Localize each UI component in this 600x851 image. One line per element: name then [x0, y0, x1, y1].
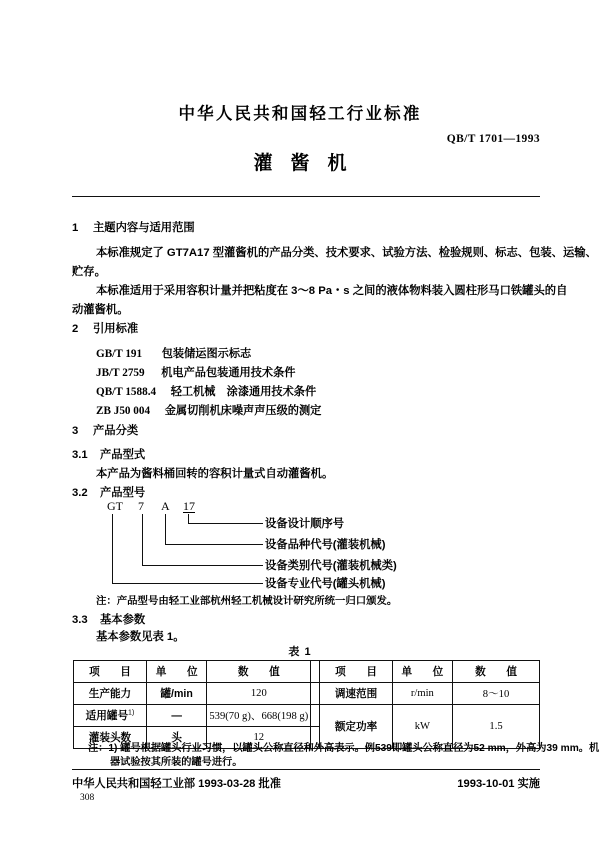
model-code-note: 注：产品型号由轻工业部杭州轻工机械设计研究所统一归口颁发。 — [96, 596, 398, 607]
cell-item: 调速范围 — [320, 683, 392, 705]
clause-3-3-heading — [72, 611, 145, 627]
cell-value: 539(70 g)、668(198 g) — [207, 705, 311, 727]
cell-footnote-marker: 1) — [128, 709, 135, 717]
cell-value: 120 — [207, 683, 311, 705]
table-header-unit-right: 单 位 — [392, 661, 452, 683]
table-center-separator — [311, 661, 320, 683]
cell-value: 12 — [207, 727, 311, 749]
clause-1-para2-line2: 动灌酱机。 — [72, 304, 129, 316]
clause-1-para1-line2: 贮存。 — [72, 266, 106, 278]
reference-code: ZB J50 004 — [96, 405, 151, 417]
leader-line-4-vertical — [112, 514, 113, 583]
clause-1-title: 主题内容与适用范围 — [93, 222, 195, 234]
leader-line-1-horizontal — [188, 523, 263, 524]
table-header-unit-left: 单 位 — [146, 661, 206, 683]
cell-item-label: 适用罐号 — [85, 710, 129, 722]
table-header-value-left: 数 值 — [207, 661, 311, 683]
clause-3-3-title: 基本参数 — [100, 614, 146, 626]
leader-line-4-horizontal — [112, 583, 263, 584]
cell-unit: — — [146, 705, 206, 727]
reference-code: QB/T 1588.4 — [96, 386, 157, 398]
clause-3-1-number: 3.1 — [72, 449, 88, 461]
reference-code: GB/T 191 — [96, 348, 143, 360]
leader-line-2-vertical — [165, 514, 166, 544]
leader-line-3-vertical — [142, 514, 143, 565]
reference-name: 金属切削机床噪声声压级的测定 — [164, 405, 322, 417]
cell-unit: kW — [392, 705, 452, 749]
clause-2-number: 2 — [72, 323, 79, 335]
clause-3-1-title: 产品型式 — [100, 449, 146, 461]
clause-3-2-number: 3.2 — [72, 487, 88, 499]
reference-name: 包装储运图示标志 — [161, 348, 252, 360]
model-code-label-2: 设备品种代号(灌装机械) — [265, 539, 386, 551]
table-center-separator — [311, 683, 320, 705]
clause-2-title: 引用标准 — [93, 323, 139, 335]
model-code-segment-gt: GT — [107, 499, 123, 513]
clause-3-3-number: 3.3 — [72, 614, 88, 626]
reference-name: 轻工机械 涂漆通用技术条件 — [170, 386, 317, 398]
table-header-item-right: 项 目 — [320, 661, 392, 683]
cell-value: 1.5 — [453, 705, 540, 749]
leader-line-2-horizontal — [165, 544, 263, 545]
page-number: 308 — [80, 793, 95, 803]
model-code-label-3: 设备类别代号(灌装机械类) — [265, 560, 397, 572]
parameters-table — [73, 660, 540, 749]
standard-code: QB/T 1701—1993 — [446, 133, 540, 145]
clause-3-number: 3 — [72, 425, 79, 437]
cell-unit: 罐/min — [146, 683, 206, 705]
table-note-line-2: 器试验按其所装的罐号进行。 — [110, 757, 243, 768]
cell-unit: r/min — [392, 683, 452, 705]
table-note-line-1: 注：1) 罐号根据罐头行业习惯，以罐头公称直径和外高表示。例539即罐头公称直径为52 mm，外高为39 mm。机 — [88, 743, 600, 754]
leader-line-1-vertical — [188, 514, 189, 523]
leader-line-3-horizontal — [142, 565, 263, 566]
model-code-label-1: 设备设计顺序号 — [265, 518, 345, 530]
clause-1-para1-line1: 本标准规定了 GT7A17 型灌酱机的产品分类、技术要求、试验方法、检验规则、标志、包装、运输、 — [96, 247, 597, 259]
cell-item — [74, 705, 147, 727]
table-row — [74, 705, 540, 727]
clause-3-title: 产品分类 — [93, 425, 139, 437]
table-header-item-left: 项 目 — [74, 661, 147, 683]
approval-statement: 中华人民共和国轻工业部 1993-03-28 批准 — [72, 778, 281, 790]
clause-1-para2-line1: 本标准适用于采用容积计量并把粘度在 3～8 Pa・s 之间的液体物料装入圆柱形马口铁罐头的自 — [96, 285, 568, 297]
cell-item: 生产能力 — [74, 683, 147, 705]
model-code-segment-a: A — [161, 499, 170, 513]
model-code-label-4: 设备专业代号(罐头机械) — [265, 578, 386, 590]
page-title: 灌酱机 — [253, 153, 365, 174]
table-center-separator — [311, 705, 320, 727]
cell-unit: 头 — [146, 727, 206, 749]
model-code-segment-7: 7 — [138, 499, 144, 513]
table-row — [74, 683, 540, 705]
model-code-segment-17: 17 — [183, 499, 195, 513]
cell-value: 8～10 — [453, 683, 540, 705]
table-header-value-right: 数 值 — [453, 661, 540, 683]
footer-divider — [72, 769, 540, 770]
clause-3-3-text: 基本参数见表 1。 — [96, 631, 185, 643]
cell-item: 额定功率 — [320, 705, 392, 749]
reference-code: JB/T 2759 — [96, 367, 145, 379]
table-header-row — [74, 661, 540, 683]
effective-date: 1993-10-01 实施 — [457, 778, 540, 790]
table-caption: 表 1 — [288, 646, 312, 658]
clause-1-number: 1 — [72, 222, 79, 234]
clause-3-2-title: 产品型号 — [100, 487, 146, 499]
reference-name: 机电产品包装通用技术条件 — [161, 367, 296, 379]
cell-item: 灌装头数 — [74, 727, 147, 749]
standard-organization: 中华人民共和国轻工行业标准 — [178, 105, 422, 123]
clause-3-1-text: 本产品为酱料桶回转的容积计量式自动灌酱机。 — [96, 468, 334, 480]
